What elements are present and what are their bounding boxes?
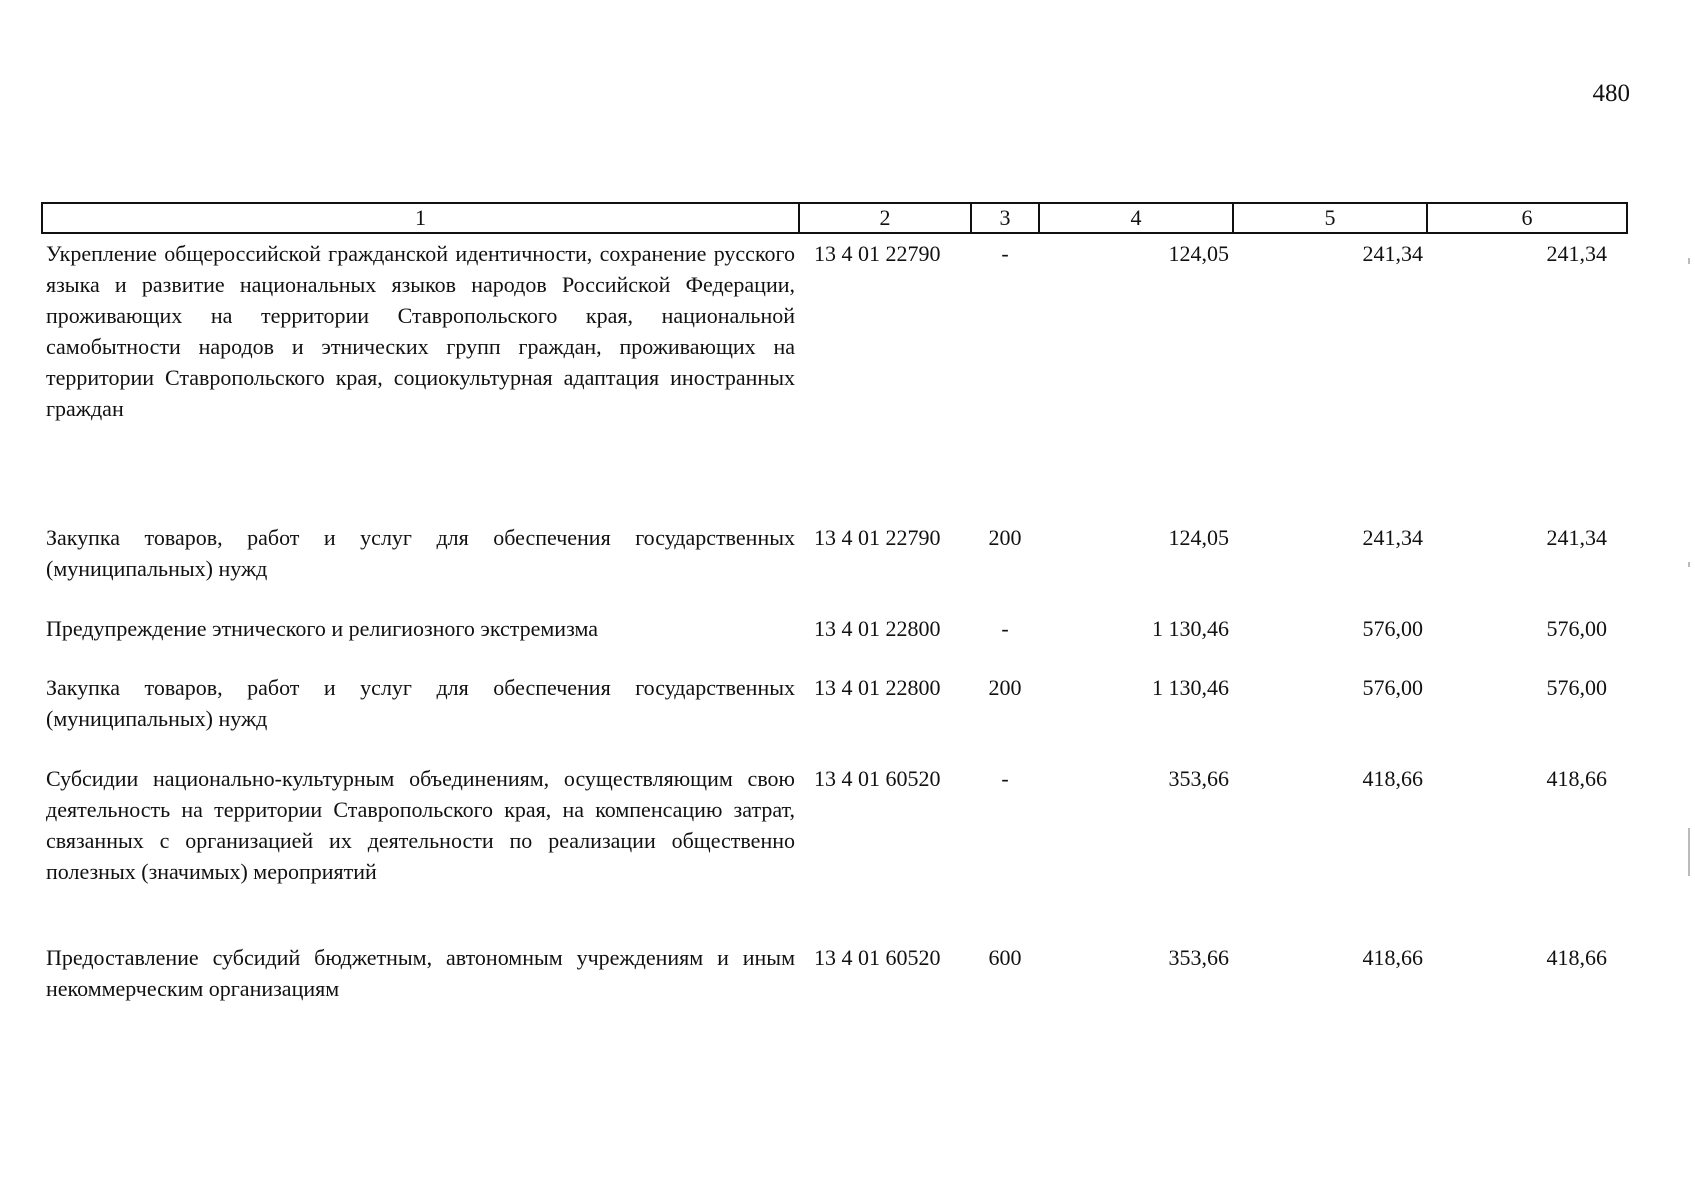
scan-edge-mark <box>1688 258 1690 264</box>
budget-table <box>41 202 1628 1004</box>
page-number: 480 <box>1592 80 1630 107</box>
row-code: 13 4 01 60520 <box>814 945 941 970</box>
table-body <box>42 233 1627 1004</box>
table-row <box>42 763 1627 942</box>
header-row <box>42 203 1627 233</box>
row-code: 13 4 01 60520 <box>814 766 941 791</box>
row-value-6: 576,00 <box>1546 675 1607 700</box>
row-type: - <box>1001 241 1009 266</box>
row-value-5: 576,00 <box>1362 616 1423 641</box>
table-row <box>42 522 1627 613</box>
table-row <box>42 613 1627 672</box>
scan-edge-mark <box>1688 562 1690 567</box>
row-value-6: 418,66 <box>1546 766 1607 791</box>
row-value-4: 353,66 <box>1168 766 1229 791</box>
row-description: Предоставление субсидий бюджетным, автономным учреждениям и иным некоммерческим организациям <box>46 945 795 1001</box>
row-value-6: 241,34 <box>1546 525 1607 550</box>
table-row <box>42 672 1627 763</box>
row-description: Закупка товаров, работ и услуг для обеспечения государственных (муниципальных) нужд <box>46 675 795 731</box>
row-description: Укрепление общероссийской гражданской идентичности, сохранение русского языка и развитие национальных языков народов Российской Федерации, проживающих на территории Ставропольского края, национальной самобытности народов и этнических групп граждан, проживающих на территории Ставропольского края, социокультурная адаптация иностранных граждан <box>46 241 795 421</box>
row-type: 600 <box>988 945 1022 970</box>
row-type: - <box>1001 616 1009 641</box>
row-value-6: 576,00 <box>1546 616 1607 641</box>
column-header-1: 1 <box>42 203 799 233</box>
row-code: 13 4 01 22790 <box>814 525 941 550</box>
scan-edge-mark <box>1688 828 1690 876</box>
row-value-6: 418,66 <box>1546 945 1607 970</box>
column-header-5: 5 <box>1233 203 1427 233</box>
table-row <box>42 942 1627 1004</box>
row-type: 200 <box>988 675 1022 700</box>
column-header-6: 6 <box>1427 203 1627 233</box>
row-value-4: 124,05 <box>1168 241 1229 266</box>
row-value-5: 241,34 <box>1362 241 1423 266</box>
row-value-5: 418,66 <box>1362 945 1423 970</box>
row-value-4: 124,05 <box>1168 525 1229 550</box>
row-type: - <box>1001 766 1009 791</box>
row-description: Субсидии национально-культурным объединениям, осуществляющим свою деятельность на территории Ставропольского края, на компенсацию затрат, связанных с организацией их деятельности по реализации общественно полезных (значимых) мероприятий <box>46 766 795 884</box>
row-value-5: 418,66 <box>1362 766 1423 791</box>
column-header-3: 3 <box>971 203 1039 233</box>
row-code: 13 4 01 22800 <box>814 675 941 700</box>
row-code: 13 4 01 22790 <box>814 241 941 266</box>
column-header-2: 2 <box>799 203 971 233</box>
row-description: Закупка товаров, работ и услуг для обеспечения государственных (муниципальных) нужд <box>46 525 795 581</box>
row-value-4: 1 130,46 <box>1152 616 1229 641</box>
row-description: Предупреждение этнического и религиозного экстремизма <box>46 616 598 641</box>
row-value-6: 241,34 <box>1546 241 1607 266</box>
row-value-4: 1 130,46 <box>1152 675 1229 700</box>
row-code: 13 4 01 22800 <box>814 616 941 641</box>
table-row <box>42 233 1627 522</box>
row-value-5: 241,34 <box>1362 525 1423 550</box>
column-header-4: 4 <box>1039 203 1233 233</box>
row-value-5: 576,00 <box>1362 675 1423 700</box>
row-type: 200 <box>988 525 1022 550</box>
row-value-4: 353,66 <box>1168 945 1229 970</box>
table-header <box>42 203 1627 233</box>
